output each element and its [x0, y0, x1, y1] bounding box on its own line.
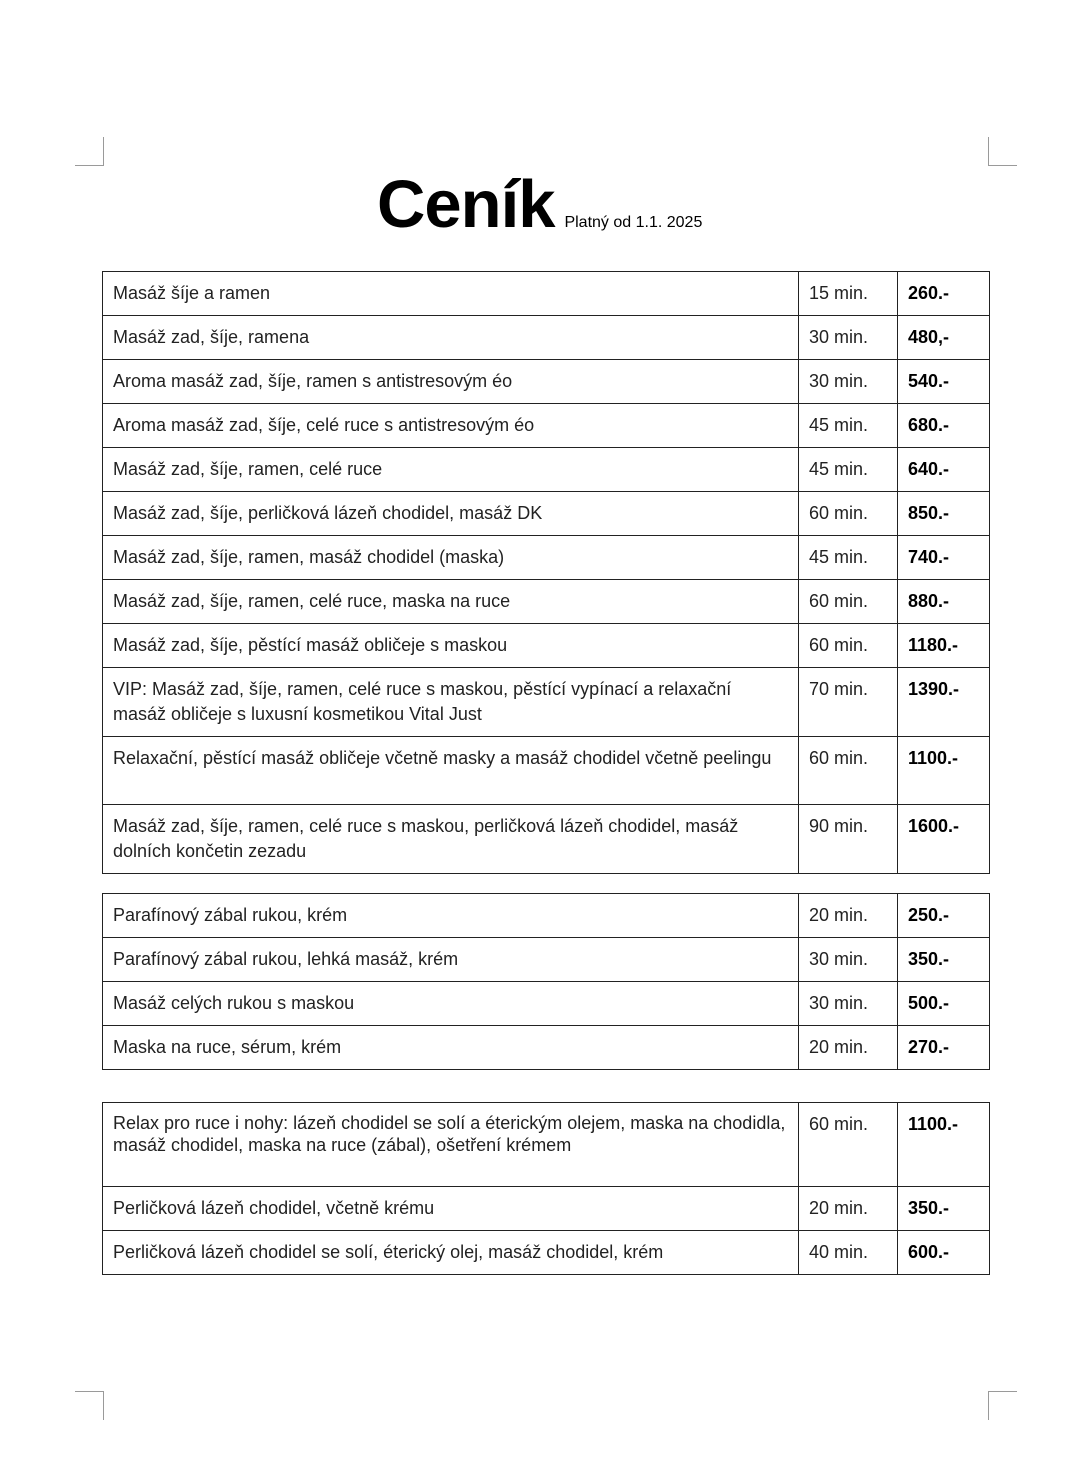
table-row	[103, 938, 990, 982]
service-name: Masáž zad, šíje, ramena	[103, 316, 799, 360]
service-name: Masáž zad, šíje, pěstící masáž obličeje s maskou	[103, 624, 799, 668]
service-price: 1100.-	[898, 1103, 990, 1187]
service-name: Masáž celých rukou s maskou	[103, 982, 799, 1026]
service-duration: 45 min.	[799, 536, 898, 580]
foot-care-price-table	[102, 1102, 990, 1275]
valid-from-date: Platný od 1.1. 2025	[564, 214, 703, 231]
service-duration: 40 min.	[799, 1231, 898, 1275]
service-name: Relaxační, pěstící masáž obličeje včetně masky a masáž chodidel včetně peelingu	[103, 737, 799, 805]
table-row	[103, 982, 990, 1026]
service-name: Masáž šíje a ramen	[103, 272, 799, 316]
service-price: 880.-	[898, 580, 990, 624]
table-row	[103, 1026, 990, 1070]
service-price: 480,-	[898, 316, 990, 360]
table-row	[103, 448, 990, 492]
table-row	[103, 1187, 990, 1231]
service-price: 640.-	[898, 448, 990, 492]
service-price: 1100.-	[898, 737, 990, 805]
service-duration: 20 min.	[799, 1187, 898, 1231]
page-header	[377, 166, 702, 243]
service-duration: 60 min.	[799, 1103, 898, 1187]
table-row	[103, 316, 990, 360]
crop-mark-bottom-left	[75, 1391, 104, 1420]
service-name: Masáž zad, šíje, perličková lázeň chodidel, masáž DK	[103, 492, 799, 536]
service-duration: 30 min.	[799, 938, 898, 982]
page-title: Ceník	[377, 167, 555, 242]
crop-mark-bottom-right	[988, 1391, 1017, 1420]
service-duration: 15 min.	[799, 272, 898, 316]
table-row	[103, 894, 990, 938]
service-duration: 30 min.	[799, 982, 898, 1026]
service-duration: 45 min.	[799, 404, 898, 448]
service-name: Masáž zad, šíje, ramen, masáž chodidel (maska)	[103, 536, 799, 580]
service-name: Maska na ruce, sérum, krém	[103, 1026, 799, 1070]
service-name: Perličková lázeň chodidel se solí, éterický olej, masáž chodidel, krém	[103, 1231, 799, 1275]
service-price: 250.-	[898, 894, 990, 938]
table-row	[103, 668, 990, 737]
service-name: Masáž zad, šíje, ramen, celé ruce	[103, 448, 799, 492]
service-name: Relax pro ruce i nohy: lázeň chodidel se solí a éterickým olejem, maska na chodidla, masáž chodidel, maska na ruce (zábal), ošetření krémem	[103, 1103, 799, 1187]
service-price: 680.-	[898, 404, 990, 448]
massage-price-table	[102, 271, 990, 874]
crop-mark-top-left	[75, 137, 104, 166]
service-name: Aroma masáž zad, šíje, ramen s antistresovým éo	[103, 360, 799, 404]
service-price: 540.-	[898, 360, 990, 404]
service-duration: 30 min.	[799, 360, 898, 404]
service-duration: 60 min.	[799, 737, 898, 805]
service-name: Masáž zad, šíje, ramen, celé ruce s maskou, perličková lázeň chodidel, masáž dolních končetin zezadu	[103, 805, 799, 874]
service-price: 1390.-	[898, 668, 990, 737]
service-price: 270.-	[898, 1026, 990, 1070]
table-row	[103, 272, 990, 316]
service-name: Parafínový zábal rukou, lehká masáž, krém	[103, 938, 799, 982]
table-row	[103, 1103, 990, 1187]
service-price: 1180.-	[898, 624, 990, 668]
service-price: 260.-	[898, 272, 990, 316]
table-row	[103, 1231, 990, 1275]
table-row	[103, 536, 990, 580]
service-name: VIP: Masáž zad, šíje, ramen, celé ruce s maskou, pěstící vypínací a relaxační masáž obličeje s luxusní kosmetikou Vital Just	[103, 668, 799, 737]
service-duration: 20 min.	[799, 1026, 898, 1070]
service-price: 350.-	[898, 938, 990, 982]
table-row	[103, 492, 990, 536]
service-name: Parafínový zábal rukou, krém	[103, 894, 799, 938]
table-row	[103, 360, 990, 404]
table-row	[103, 737, 990, 805]
service-price: 740.-	[898, 536, 990, 580]
service-duration: 20 min.	[799, 894, 898, 938]
service-price: 600.-	[898, 1231, 990, 1275]
service-duration: 45 min.	[799, 448, 898, 492]
service-name: Aroma masáž zad, šíje, celé ruce s antistresovým éo	[103, 404, 799, 448]
service-price: 850.-	[898, 492, 990, 536]
service-duration: 90 min.	[799, 805, 898, 874]
service-duration: 60 min.	[799, 492, 898, 536]
service-duration: 30 min.	[799, 316, 898, 360]
table-row	[103, 624, 990, 668]
service-name: Perličková lázeň chodidel, včetně krému	[103, 1187, 799, 1231]
service-name: Masáž zad, šíje, ramen, celé ruce, maska na ruce	[103, 580, 799, 624]
service-duration: 60 min.	[799, 580, 898, 624]
table-row	[103, 404, 990, 448]
service-duration: 70 min.	[799, 668, 898, 737]
service-duration: 60 min.	[799, 624, 898, 668]
table-row	[103, 580, 990, 624]
table-row	[103, 805, 990, 874]
service-price: 500.-	[898, 982, 990, 1026]
service-price: 350.-	[898, 1187, 990, 1231]
hand-care-price-table	[102, 893, 990, 1070]
crop-mark-top-right	[988, 137, 1017, 166]
service-price: 1600.-	[898, 805, 990, 874]
